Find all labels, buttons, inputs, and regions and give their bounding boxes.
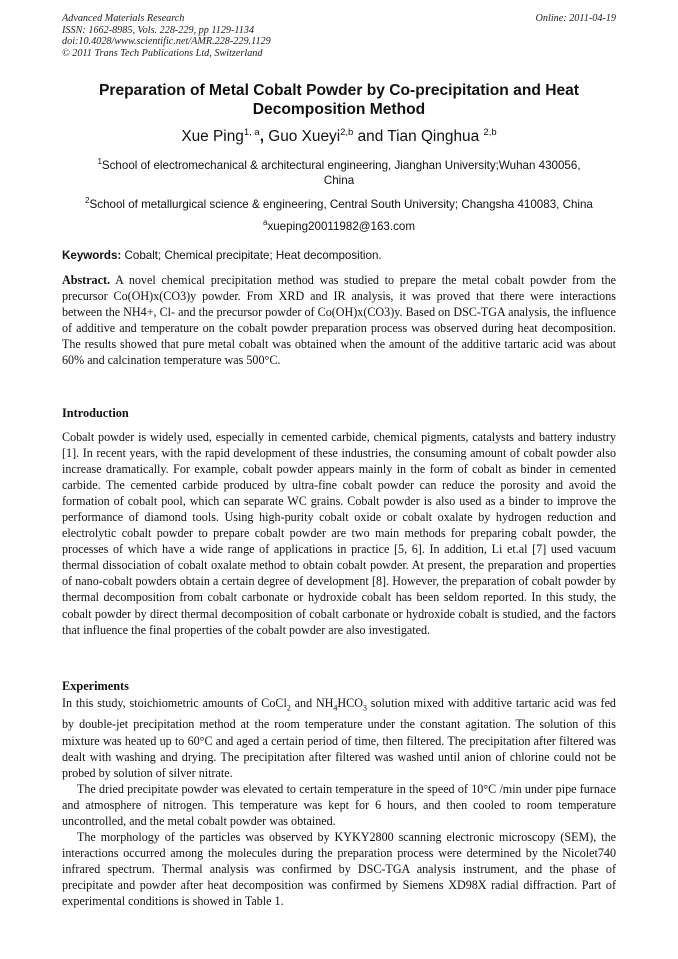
journal-header [62,13,616,59]
experiments-paragraph-2: The dried precipitate powder was elevated to certain temperature in the speed of 10°C /min under pipe furnace and atmosphere of nitrogen. This temperature was kept for 6 hours, and then cooled to room temperature uncontrolled, and the metal cobalt powder was obtained. [62,781,616,828]
experiments-section [62,695,616,909]
paper-title [62,81,616,119]
doi-line: doi:10.4028/www.scientific.net/AMR.228-229.1129 [62,36,271,48]
abstract-label: Abstract. [62,273,111,287]
email-marker: a [262,218,268,227]
affiliation-marker: 1 [97,157,102,166]
title-line-2: Decomposition Method [252,101,426,118]
affiliation-2 [62,193,616,212]
author-affiliation-marker: 2,b [340,127,354,138]
author-conjunction: and [353,128,388,146]
issn-line: ISSN: 1662-8985, Vols. 228-229, pp 1129-1134 [62,24,255,36]
abstract [62,272,616,368]
author-name: Xue Ping [181,128,244,146]
online-date: Online: 2011-04-19 [535,13,616,24]
email-address: xueping20011982@163.com [267,219,416,233]
affiliation-text: School of electromechanical & architectural engineering, Jianghan University;Wuhan 430056, [101,158,581,172]
experiments-paragraph-3: The morphology of the particles was observed by KYKY2800 scanning electronic microscopy (SEM), the interactions occurred among the molecules during the preparation process were determined by the Nicolet740 infrared spectrum. Thermal analysis was confirmed by DSC-TGA analysis instrument, and the phase of precipitate and powder after heat decomposition was confirmed by Siemens XD98X radial diffraction. Part of experimental conditions is showed in Table 1. [62,829,616,908]
author-name: Guo Xueyi [268,128,341,146]
abstract-text: A novel chemical precipitation method was studied to prepare the metal cobalt powder from the precursor Co(OH)x(CO3)y powder. From XRD and IR analysis, it was proved that there were interactions between the NH4+, Cl- and the precursor powder of Co(OH)x(CO3)y. Based on DSC-TGA analysis, the influence of additive and temperature on the cobalt powder preparation process was observed during heat decomposition. The results showed that pure metal cobalt was obtained when the amount of the additive tartaric acid was about 60% and calcination temperature was 500°C. [62,273,616,368]
affiliation-text: China [323,173,355,187]
keywords-text: Cobalt; Chemical precipitate; Heat decomposition. [121,249,382,262]
keywords-label: Keywords: [62,249,122,262]
affiliation-text: School of metallurgical science & engineering, Central South University; Changsha 410083, China [89,197,593,211]
affiliation-marker: 2 [85,196,90,205]
author-name: Tian Qinghua [387,128,480,146]
keywords [62,249,616,262]
experiments-heading: Experiments [62,679,129,693]
copyright-line: © 2011 Trans Tech Publications Ltd, Switzerland [62,47,263,59]
introduction-text: Cobalt powder is widely used, especially in cemented carbide, chemical pigments, catalysts and battery industry [1]. In recent years, with the rapid development of these industries, the consuming amount of cobalt powder also increase dramatically. For example, cobalt powder appears mainly in the form of cobalt as binder in cemented carbide. The cemented carbide produced by ultra-fine cobalt powder can reduce the porosity and avoid the formation of cobalt pool, which can separate WC grains. Cobalt powder is also used as a binder to improve the performance of diamond tools. Using high-purity cobalt oxide or cobalt oxalate by hydrogen reduction and electrolytic cobalt powder to prepare cobalt powder are two main methods for preparing cobalt powder, the processes of which have a wide range of applications in practice [5, 6]. In addition, Li et.al [7] used vacuum thermal dissociation of cobalt oxalate method to obtain cobalt powder. At present, the preparation and properties of nano-cobalt powders obtain a certain degree of development [8]. However, the preparation of cobalt powder by thermal decomposition from cobalt carbonate or hydroxide cobalt has been seldom reported. In this study, the cobalt powder by direct thermal decomposition of cobalt carbonate or hydroxide cobalt is studied, and the factors that influence the final properties of the cobalt powder are also investigated. [62,430,616,637]
introduction-heading: Introduction [62,406,129,420]
experiments-paragraph-1: In this study, stoichiometric amounts of CoCl$_2$ and $NH_4HCO_3$ solution mixed with additive tartaric acid was fed by double-jet precipitation method at the room temperature under the constant agitation. The solution of this mixture was heated up to 60°C and aged a certain period of time, then filtered. The precipitation after filtered was dealt with washing and drying. The precipitation after filtered was washed until anion of chlorine could not be probed by solution of silver nitrate. [62,696,616,780]
affiliation-1 [62,154,616,188]
author-list: Xue Ping$^{1, a}$, Guo Xueyi$^{2,b}$ and Tian Qinghua $^{2,b}$ [181,127,497,146]
author-affiliation-marker: 2,b [483,127,497,138]
journal-name: Advanced Materials Research [62,13,185,24]
author-affiliation-marker: 1, a [243,127,260,138]
author-email [62,215,616,234]
title-line-1: Preparation of Metal Cobalt Powder by Co-precipitation and Heat [99,82,579,99]
